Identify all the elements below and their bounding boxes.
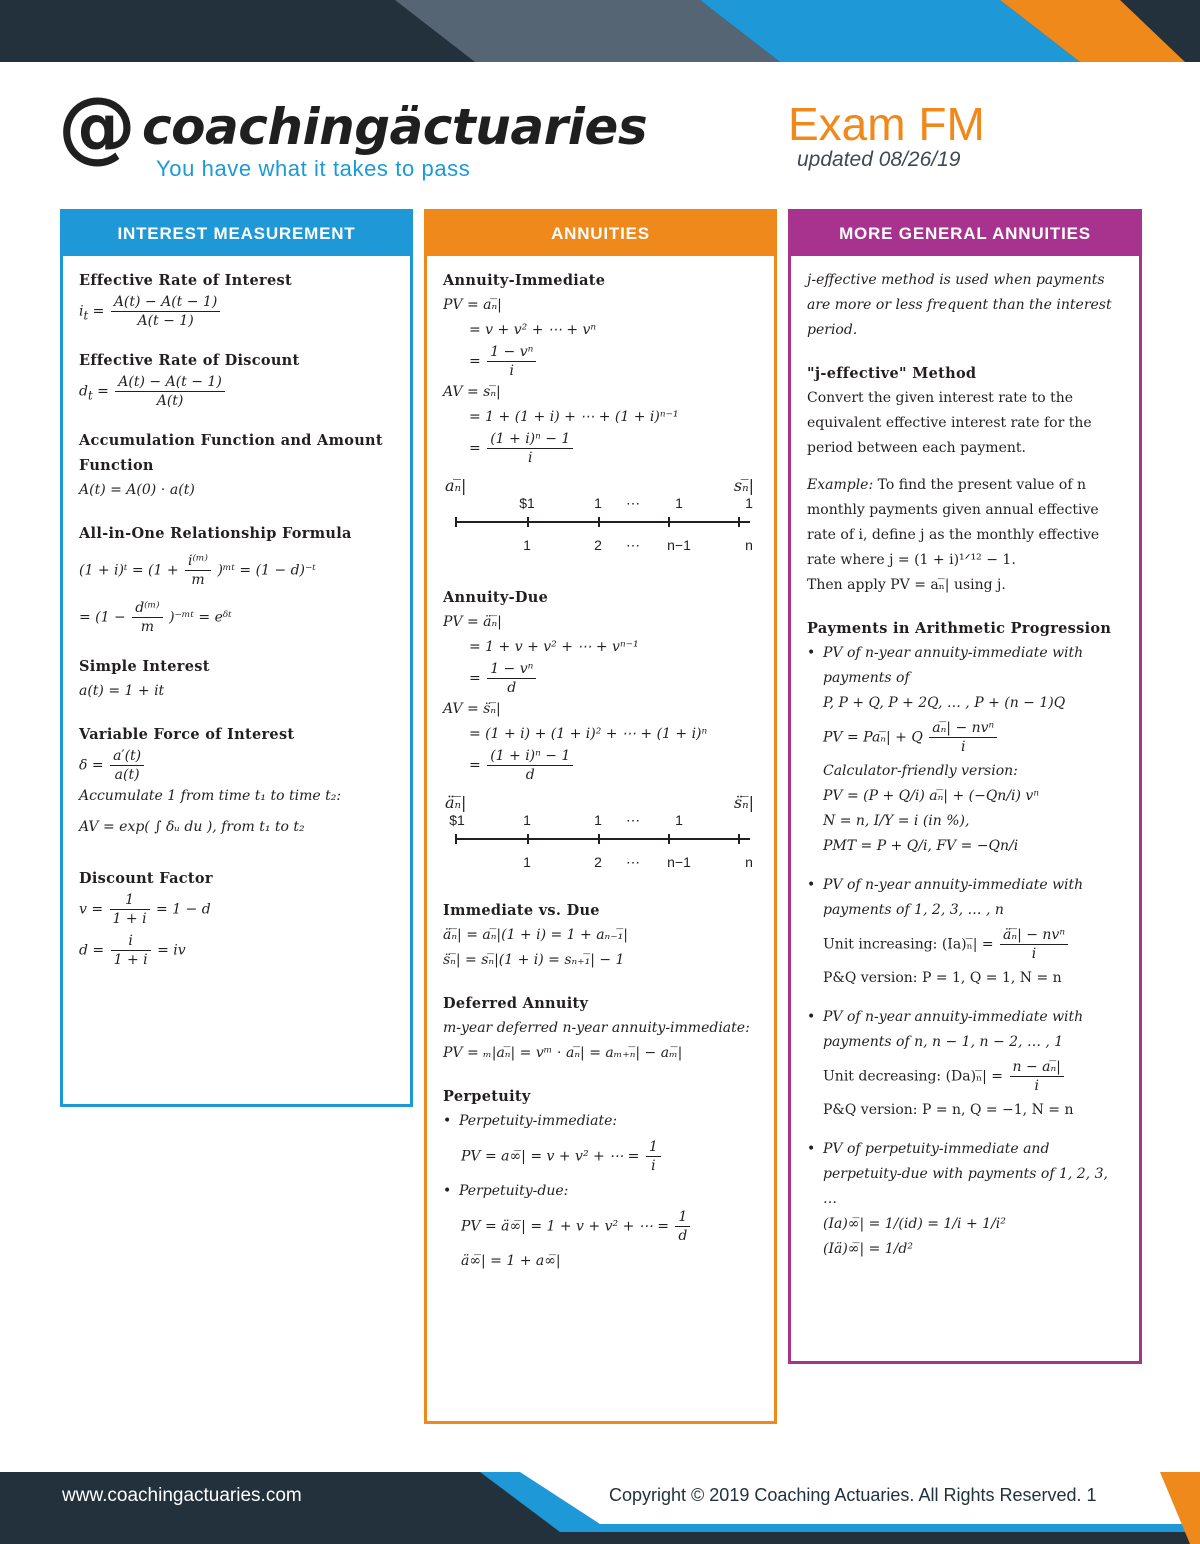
timeline-tick	[738, 834, 740, 844]
timeline-period-label: n−1	[667, 537, 691, 553]
panel-heading: MORE GENERAL ANNUITIES	[791, 212, 1139, 256]
all-in-one-section	[79, 521, 394, 636]
accumulation-section	[79, 428, 394, 503]
formula: AV = exp( ∫ δᵤ du ), from t₁ to t₂	[79, 819, 305, 835]
formula: d = $\frac{i}{1 + i}$ = iv	[79, 933, 186, 968]
section-title: Annuity-Immediate	[443, 272, 606, 289]
j-effective-section	[807, 361, 1123, 598]
timeline-payment: $1	[449, 812, 465, 828]
timeline-tick	[668, 834, 670, 844]
section-title: Accumulation Function and Amount Function	[79, 432, 383, 474]
list-item: • PV of n-year annuity-immediate with payments of P, P + Q, P + 2Q, … , P + (n − 1)Q PV = Paₙ̅| + Q $\frac{\text{aₙ̅| − nvⁿ}}{i}$ Calculator-friendly version: PV = (P + Q/i) aₙ̅| + (−Qn/i) vⁿ N = n, I/Y = i (in %), PMT = P + Q/i, FV = −Qn/i	[807, 641, 1123, 859]
formula: v = $\frac{1}{1 + i}$ = 1 − d	[79, 892, 211, 927]
list-item: • PV of perpetuity-immediate and perpetuity-due with payments of 1, 2, 3, … (Ia)∞̅| = 1/(id) = 1/i + 1/i² (Iä)∞̅| = 1/d²	[807, 1137, 1123, 1262]
timeline-period-label: 2	[594, 854, 602, 870]
pv-symbol: äₙ̅|	[445, 793, 467, 812]
timeline-payment: 1	[675, 495, 683, 511]
formula: AV = sₙ̅|	[443, 384, 501, 400]
annuity-due-timeline	[443, 790, 758, 884]
more-general-annuities-panel	[788, 209, 1142, 1364]
annuity-immediate-section	[443, 268, 758, 467]
paragraph: Convert the given interest rate to the equivalent effective interest rate for the period between each payment.	[807, 390, 1092, 456]
immediate-vs-due-section	[443, 898, 758, 973]
formula: δ = $\frac{a'(t)}{a(t)}$	[79, 747, 394, 784]
effective-rate-section	[79, 268, 394, 330]
formula: = 1 + (1 + i) + ⋯ + (1 + i)ⁿ⁻¹	[469, 409, 679, 425]
formula: = 1 + v + v² + ⋯ + vⁿ⁻¹	[469, 639, 639, 655]
logo-wordmark: coachingäctuaries	[142, 98, 648, 156]
timeline-period-label: 1	[523, 854, 531, 870]
timeline-axis	[455, 838, 750, 840]
formula: a(t) = 1 + it	[79, 683, 165, 699]
section-title: Variable Force of Interest	[79, 726, 295, 743]
timeline-period-label: ⋯	[626, 854, 640, 870]
timeline-tick	[738, 517, 740, 527]
timeline-payment: ⋯	[626, 495, 640, 511]
interest-measurement-panel	[60, 209, 413, 1107]
tagline: You have what it takes to pass	[156, 156, 471, 181]
formula: s̈ₙ̅| = sₙ̅|(1 + i) = sₙ₊₁̅| − 1	[443, 952, 625, 968]
timeline-tick	[598, 517, 600, 527]
exam-title: Exam FM	[788, 98, 985, 150]
formula: A(t) = A(0) ⋅ a(t)	[79, 482, 195, 498]
annuities-panel	[424, 209, 777, 1424]
pv-symbol: aₙ̅|	[445, 476, 467, 495]
av-symbol: sₙ̅|	[733, 476, 754, 495]
annuity-due-section	[443, 585, 758, 784]
simple-interest-section	[79, 654, 394, 704]
timeline-period-label: 2	[594, 537, 602, 553]
timeline-period-label: n−1	[667, 854, 691, 870]
footer-copyright: Copyright © 2019 Coaching Actuaries. All Rights Reserved. 1	[609, 1485, 1097, 1505]
timeline-tick	[527, 517, 529, 527]
formula: = $\frac{\text{(1 + i)ⁿ − 1}}{d}$	[443, 747, 758, 784]
effective-discount-section	[79, 348, 394, 410]
section-title: "j-effective" Method	[807, 365, 977, 382]
formula: äₙ̅| = aₙ̅|(1 + i) = 1 + aₙ₋₁̅|	[443, 927, 628, 943]
timeline-tick	[527, 834, 529, 844]
formula: ä∞̅| = 1 + a∞̅|	[461, 1253, 561, 1269]
timeline-axis	[455, 521, 750, 523]
footer-url-link[interactable]: www.coachingactuaries.com	[62, 1485, 302, 1506]
timeline-period-label: n	[745, 537, 753, 553]
section-title: Payments in Arithmetic Progression	[807, 620, 1112, 637]
timeline-period-label: ⋯	[626, 537, 640, 553]
section-title: Discount Factor	[79, 870, 213, 887]
timeline-period-label: n	[745, 854, 753, 870]
list-item: • PV of n-year annuity-immediate with payments of 1, 2, 3, … , n Unit increasing: (Ia)ₙ̅| = $\frac{\text{äₙ̅| − nvⁿ}}{i}$ P&Q version: P = 1, Q = 1, N = n	[807, 873, 1123, 991]
updated-date: updated 08/26/19	[797, 148, 961, 171]
formula: = (1 + i) + (1 + i)² + ⋯ + (1 + i)ⁿ	[469, 726, 708, 742]
section-title: Simple Interest	[79, 658, 210, 675]
section-title: Deferred Annuity	[443, 995, 589, 1012]
paragraph: Then apply PV = aₙ̅| using j.	[807, 577, 1006, 593]
timeline-payment: 1	[745, 495, 753, 511]
logo-at-icon: @	[58, 82, 136, 172]
intro-text: j-effective method is used when payments are more or less frequent than the interest period.	[807, 272, 1112, 338]
list-item: • PV of n-year annuity-immediate with payments of n, n − 1, n − 2, … , 1 Unit decreasing: (Da)ₙ̅| = $\frac{\text{n − aₙ̅|}}{i}$ P&Q version: P = n, Q = −1, N = n	[807, 1005, 1123, 1123]
note: Accumulate 1 from time t₁ to time t₂:	[79, 788, 342, 804]
section-title: All-in-One Relationship Formula	[79, 525, 352, 542]
timeline-payment: 1	[523, 812, 531, 828]
note: m-year deferred n-year annuity-immediate:	[443, 1020, 750, 1036]
timeline-payment: $1	[519, 495, 535, 511]
formula: PV = äₙ̅|	[443, 614, 502, 630]
panel-heading: ANNUITIES	[427, 212, 774, 256]
section-title: Immediate vs. Due	[443, 902, 600, 919]
timeline-tick	[668, 517, 670, 527]
section-title: Annuity-Due	[443, 589, 549, 606]
timeline-payment: 1	[675, 812, 683, 828]
formula: AV = s̈ₙ̅|	[443, 701, 501, 717]
formula: = $\frac{\text{1 − vⁿ}}{i}$	[443, 343, 758, 380]
force-of-interest-section	[79, 722, 394, 840]
section-title: Perpetuity	[443, 1088, 531, 1105]
timeline-tick	[455, 834, 457, 844]
example-paragraph: Example: To find the present value of n monthly payments given annual effective rate of i, define j as the monthly effective rate where j = (1 + i)¹ᐟ¹² − 1.	[807, 477, 1100, 568]
timeline-payment: 1	[594, 495, 602, 511]
section-title: Effective Rate of Discount	[79, 352, 300, 369]
formula: = $\frac{\text{(1 + i)ⁿ − 1}}{i}$	[443, 430, 758, 467]
list-item: • Perpetuity-immediate:	[443, 1109, 758, 1134]
formula: $i_t$ = $\frac{A(t) - A(t - 1)}{A(t - 1)}$	[79, 293, 394, 330]
formula: PV = aₙ̅|	[443, 297, 502, 313]
formula: PV = ä∞̅| = 1 + v + v² + ⋯ = $\frac{1}{d}$	[443, 1208, 758, 1245]
perpetuity-section	[443, 1084, 758, 1274]
section-title: Effective Rate of Interest	[79, 272, 292, 289]
timeline-period-label: 1	[523, 537, 531, 553]
timeline-tick	[598, 834, 600, 844]
annuity-immediate-timeline	[443, 473, 758, 567]
formula: PV = ₘ|aₙ̅| = vᵐ ⋅ aₙ̅| = aₘ₊ₙ̅| − aₘ̅|	[443, 1045, 683, 1061]
timeline-tick	[455, 517, 457, 527]
av-symbol: s̈ₙ̅|	[733, 793, 754, 812]
formula: = (1 − $\frac{\text{d⁽ᵐ⁾}}{m}$ )⁻ᵐᵗ = eᵟᵗ	[79, 600, 232, 635]
formula: (1 + i)ᵗ = (1 + $\frac{\text{i⁽ᵐ⁾}}{m}$ )ᵐᵗ = (1 − d)⁻ᵗ	[79, 553, 316, 588]
deferred-annuity-section	[443, 991, 758, 1066]
formula: $d_t$ = $\frac{A(t) - A(t - 1)}{A(t)}$	[79, 373, 394, 410]
discount-factor-section	[79, 866, 394, 969]
footer-banner	[0, 1472, 1200, 1544]
formula: = v + v² + ⋯ + vⁿ	[469, 322, 597, 338]
formula: PV = a∞̅| = v + v² + ⋯ = $\frac{1}{i}$	[443, 1138, 758, 1175]
timeline-payment: 1	[594, 812, 602, 828]
panel-heading: INTEREST MEASUREMENT	[63, 212, 410, 256]
formula: = $\frac{\text{1 − vⁿ}}{d}$	[443, 660, 758, 697]
arithmetic-progression-section	[807, 616, 1123, 1262]
list-item: • Perpetuity-due:	[443, 1179, 758, 1204]
top-banner	[0, 0, 1200, 62]
timeline-payment: ⋯	[626, 812, 640, 828]
